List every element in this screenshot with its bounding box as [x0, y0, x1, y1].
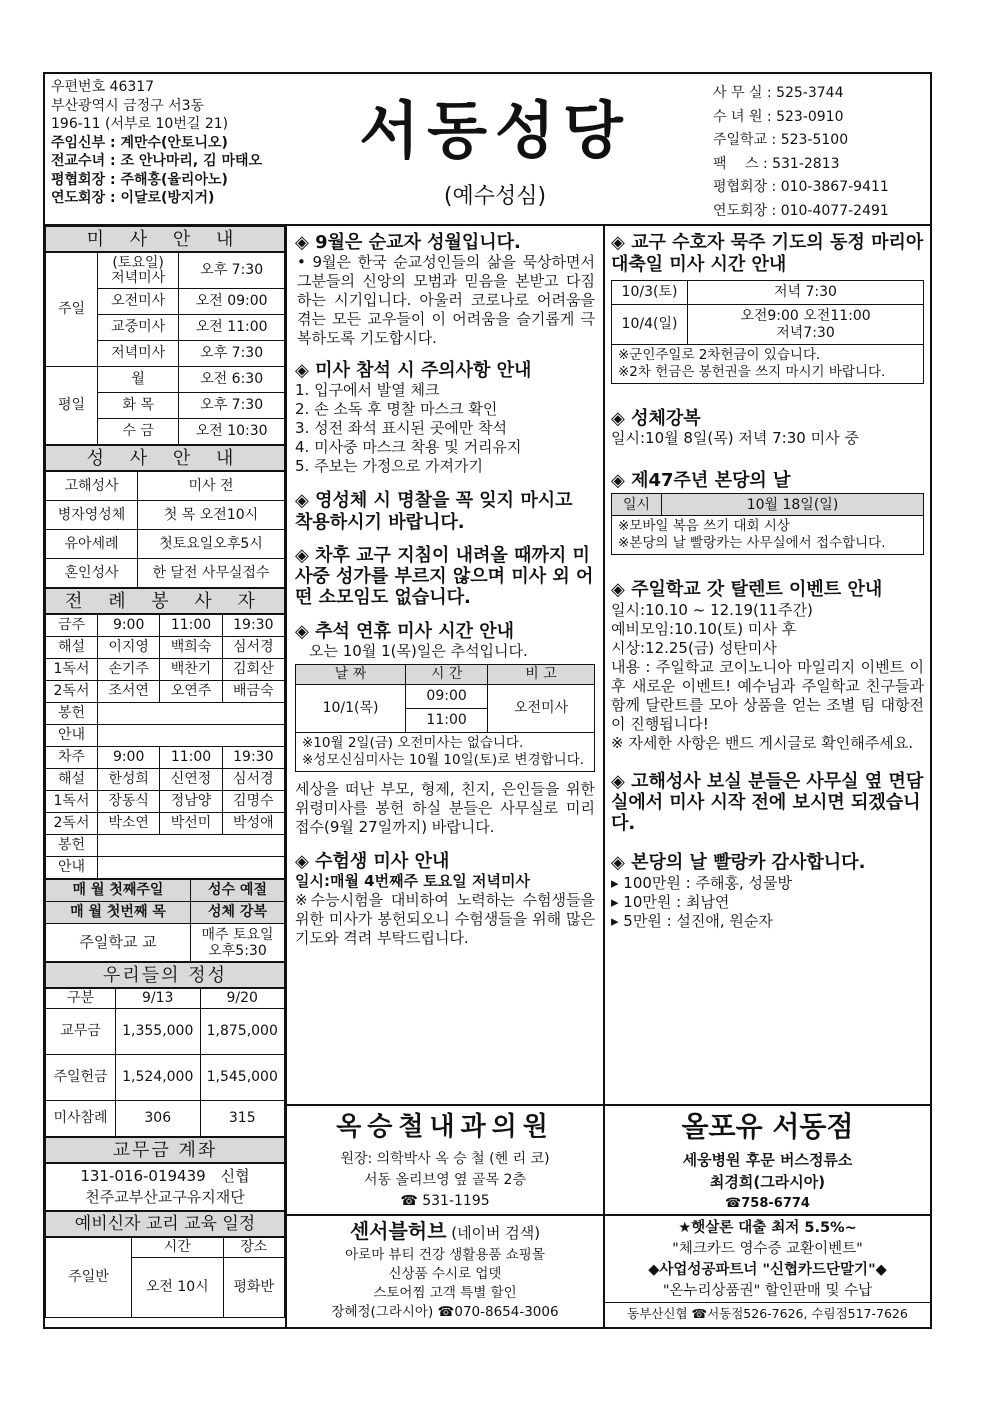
contact-school: 주일학교 : 523-5100 [713, 132, 849, 148]
servers-head: 19:30 [222, 747, 284, 769]
rosary-feast-table [611, 280, 924, 345]
mass-table [45, 252, 285, 445]
youth-president: 연도회장 : 이달로(방지거) [51, 190, 215, 206]
ad-hub-line: 아로마 뷰티 건강 생활용품 쇼핑몰 [345, 1246, 545, 1263]
offering-value: 306 [116, 1101, 201, 1137]
mass-time: 오전 6:30 [179, 367, 285, 393]
right-column [605, 226, 930, 1104]
ad-hub-title-sub: (네이버 검색) [451, 1224, 541, 1242]
role: 안내 [46, 857, 98, 879]
mass-caution-heading: ◈ 미사 참석 시 주의사항 안내 [295, 360, 532, 382]
server: 백희숙 [160, 637, 222, 659]
monthly-event-time: 매주 토요일 오후5:30 [191, 924, 285, 962]
offering-head: 구분 [46, 989, 116, 1009]
account-box [45, 1163, 285, 1211]
server: 심서경 [222, 637, 284, 659]
account-number: 131-016-019439 신협 [80, 1167, 250, 1185]
sacrament-time: 미사 전 [138, 472, 285, 501]
account-holder: 천주교부산교구유지재단 [85, 1188, 245, 1206]
ad-store [605, 1104, 930, 1214]
pastor: 주임신부 : 계만수(안토니오) [51, 134, 228, 151]
ad-cu-lines [605, 1218, 930, 1324]
servers-head: 9:00 [98, 747, 160, 769]
server [98, 703, 285, 725]
caution-item: 4. 미사중 마스크 착용 및 거리유지 [295, 438, 522, 457]
server: 한성희 [98, 769, 160, 791]
ad-clinic [287, 1104, 605, 1214]
parish-day-heading: ◈ 제47주년 본당의 날 [611, 470, 791, 492]
sacrament-name: 유아세례 [46, 530, 138, 559]
offering-label: 주일헌금 [46, 1055, 116, 1101]
mass-day: 수 금 [98, 419, 179, 445]
parish-day-note-box [611, 516, 924, 555]
bulletin-header [45, 74, 930, 226]
ad-store-line: ☎758-6774 [725, 1196, 810, 1212]
caution-item: 1. 입구에서 발열 체크 [295, 381, 440, 400]
monthly-event-name: 성체 강복 [191, 902, 285, 924]
feast-note-2: ※2차 헌금은 봉헌권을 쓰지 마시기 바랍니다. [618, 364, 886, 380]
thanks-list [611, 874, 924, 931]
ad-hub-line: 신상품 수시로 업뎃 [388, 1265, 502, 1282]
mass-time: 오전 09:00 [179, 289, 285, 315]
postal-code: 우편번호 46317 [51, 79, 155, 95]
mass-caution-list [295, 381, 595, 476]
chuseok-time: 09:00 [406, 684, 488, 708]
ad-hub-lines [287, 1246, 603, 1322]
server: 박소연 [98, 813, 160, 835]
sacrament-name: 혼인성사 [46, 559, 138, 588]
chuseok-note-box [295, 733, 595, 772]
server: 박성애 [222, 813, 284, 835]
talent-event-meeting: 예비모임:10.10(토) 미사 후 [611, 619, 797, 638]
chuseok-head: 비 고 [488, 664, 595, 684]
ad-cu-line: ★햇살론 대출 최저 5.5%~ [678, 1220, 857, 1236]
confession-notice: ◈ 고해성사 보실 분들은 사무실 옆 면담실에서 미사 시작 전에 보시면 되겠습니다. [611, 770, 924, 835]
offering-label: 미사참례 [46, 1101, 116, 1137]
sacrament-time: 첫토요일오후5시 [138, 530, 285, 559]
server: 장동식 [98, 791, 160, 813]
sacrament-name: 고해성사 [46, 472, 138, 501]
mass-title: 미 사 안 내 [45, 226, 285, 252]
caution-item: 2. 손 소독 후 명찰 마스크 확인 [295, 400, 498, 419]
sunday-label: 주일 [46, 253, 98, 367]
ad-hub-line: 스토어찜 고객 특별 할인 [373, 1284, 517, 1301]
chuseok-table [295, 664, 595, 733]
server: 배금숙 [222, 681, 284, 703]
monthly-event: 매 월 첫째주일 [46, 880, 191, 902]
role: 봉헌 [46, 835, 98, 857]
talent-event-body: 내용 : 주일학교 코이노니아 마일리지 이벤트 이후 새로운 이벤트! 예수님과 주일학교 친구들과 함께 달란트를 모아 상품을 얻는 조별 팀 대항전이 진행됩니다! [611, 657, 924, 733]
catechumen-title: 예비신자 교리 교육 일정 [45, 1211, 285, 1237]
servers-head: 11:00 [160, 615, 222, 637]
ad-clinic-line: 원장: 의학박사 옥 승 철 (헨 리 코) [340, 1150, 550, 1167]
chuseok-note: 오전미사 [488, 684, 595, 732]
ad-store-lines [605, 1149, 930, 1215]
chuseok-line: 오는 10월 1(목)일은 추석입니다. [309, 641, 528, 660]
parish-day-label: 일시 [612, 494, 662, 516]
monthly-event-name: 성수 예절 [191, 880, 285, 902]
ad-cu-line: ◆사업성공파트너 "신협카드단말기"◆ [648, 1262, 887, 1278]
parish-day-table [611, 493, 924, 516]
catechumen-head: 장소 [223, 1238, 284, 1258]
server: 신연정 [160, 769, 222, 791]
catechumen-head: 시간 [132, 1238, 224, 1258]
ad-cu-line: "체크카드 영수증 교환이벤트" [672, 1241, 863, 1257]
role: 안내 [46, 725, 98, 747]
account-title: 교무금 계좌 [45, 1137, 285, 1163]
feast-subtitle: (예수성심) [443, 184, 547, 209]
offering-value: 315 [200, 1101, 285, 1137]
parish-day-note-1: ※모바일 복음 쓰기 대회 시상 [618, 518, 790, 535]
rosary-feast-heading: ◈ 교구 수호자 묵주 기도의 동정 마리아 대축일 미사 시간 안내 [611, 232, 924, 275]
parish-day-date: 10월 18일(일) [662, 494, 924, 516]
server: 백찬기 [160, 659, 222, 681]
mass-day: 화 목 [98, 393, 179, 419]
mass-time: 오전 11:00 [179, 315, 285, 341]
mass-time: 오전 10:30 [179, 419, 285, 445]
sacrament-name: 병자영성체 [46, 501, 138, 530]
mass-time: 오후 7:30 [179, 253, 285, 289]
council-president: 평협회장 : 주해홍(율리아노) [51, 171, 228, 188]
mass-time: 오후 7:30 [179, 393, 285, 419]
contact-fax: 팩 스 : 531-2813 [713, 155, 840, 172]
sacrament-time: 한 달전 사무실접수 [138, 559, 285, 588]
sacrament-time: 첫 목 오전10시 [138, 501, 285, 530]
talent-event-note: ※ 자세한 사항은 밴드 게시글로 확인해주세요. [611, 733, 913, 752]
mass-day: 월 [98, 367, 179, 393]
servers-title: 전 례 봉 사 자 [45, 588, 285, 614]
sacraments-table [45, 471, 285, 588]
offering-value: 1,545,000 [200, 1055, 285, 1101]
ad-hub-line: 장혜정(그라시아) ☎070-8654-3006 [331, 1303, 559, 1320]
mass-name: 교중미사 [98, 315, 179, 341]
address-line-2: 196-11 (서부로 10번길 21) [51, 116, 229, 132]
mass-time: 오후 7:30 [179, 341, 285, 367]
monthly-event: 주일학교 교 [46, 924, 191, 962]
thanks-item: ▸ 10만원 : 최남연 [611, 892, 730, 911]
ad-store-line: 세웅병원 후문 버스정류소 [682, 1151, 853, 1170]
servers-head: 9:00 [98, 615, 160, 637]
class-label: 주일반 [46, 1238, 132, 1318]
sacraments-title: 성 사 안 내 [45, 445, 285, 471]
chuseok-heading: ◈ 추석 연휴 미사 시간 안내 [295, 620, 515, 642]
ad-clinic-lines [287, 1149, 603, 1212]
contact-convent: 수 녀 원 : 523-0910 [713, 108, 844, 125]
feast-date: 10/3(토) [612, 281, 688, 305]
caution-item: 3. 성전 좌석 표시된 곳에만 착석 [295, 419, 508, 438]
role: 2독서 [46, 681, 98, 703]
benediction-heading: ◈ 성체강복 [611, 408, 701, 429]
server: 조서연 [98, 681, 160, 703]
contact-youth: 연도회장 : 010-4077-2491 [713, 202, 889, 219]
server: 이지영 [98, 637, 160, 659]
requiem-mass-body: 세상을 떠난 부모, 형제, 친지, 은인들을 위한 위령미사를 봉헌 하실 분들은 사무실로 미리 접수(9월 27일까지) 바랍니다. [295, 779, 595, 836]
martyrs-month-body: • 9월은 한국 순교성인들의 삶을 묵상하면서 그분들의 신앙의 모범과 믿음을 본받고 다짐하는 시기입니다. 아울러 코로나로 어려움을 겪는 모든 교우들이 이 어려움을 슬기롭게 극복하도록 기도합시다. [297, 253, 595, 348]
server [98, 835, 285, 857]
singing-notice: ◈ 차후 교구 지침이 내려올 때까지 미사중 성가를 부르지 않으며 미사 외 어떤 소모임도 없습니다. [295, 544, 594, 609]
chuseok-note-1: ※10월 2일(금) 오전미사는 없습니다. [302, 734, 524, 751]
mass-name: 오전미사 [98, 289, 179, 315]
martyrs-month-heading: ◈ 9월은 순교자 성월입니다. [295, 232, 521, 253]
monthly-table [45, 879, 285, 962]
exam-mass-heading: ◈ 수험생 미사 안내 [295, 850, 450, 872]
ad-cu-line: "온누리상품권" 할인판매 및 수납 [662, 1283, 873, 1299]
server: 손기주 [98, 659, 160, 681]
server: 김회산 [222, 659, 284, 681]
role: 해설 [46, 637, 98, 659]
class-time: 오전 10시 [132, 1258, 224, 1318]
servers-head: 금주 [46, 615, 98, 637]
ad-clinic-line: ☎ 531-1195 [400, 1192, 490, 1209]
offering-table [45, 988, 285, 1137]
church-info [51, 78, 311, 208]
name-tag-notice: ◈ 영성체 시 명찰을 꼭 잊지 마시고 착용하시기 바랍니다. [295, 490, 573, 533]
chuseok-head: 날 짜 [296, 664, 406, 684]
chuseok-note-2: ※성모신심미사는 10월 10일(토)로 변경합니다. [302, 751, 585, 768]
bulletin-page [43, 72, 932, 1329]
ad-hub-title-row [287, 1220, 603, 1244]
ad-cu-line: 동부산신협 ☎서동점526-7626, 수림점517-7626 [605, 1302, 930, 1324]
feast-time: 저녁 7:30 [688, 281, 924, 305]
talent-event-heading: ◈ 주일학교 갓 탈렌트 이벤트 안내 [611, 579, 883, 601]
contact-council: 평협회장 : 010-3867-9411 [713, 179, 889, 195]
offering-head: 9/13 [116, 989, 201, 1009]
offering-value: 1,524,000 [116, 1055, 201, 1101]
servers-head: 19:30 [222, 615, 284, 637]
ad-credit-union [605, 1214, 930, 1327]
ad-sensible-hub [287, 1214, 605, 1327]
thanks-item: ▸ 5만원 : 설진애, 원순자 [611, 911, 773, 930]
benediction-line: 일시:10월 8일(목) 저녁 7:30 미사 중 [611, 429, 859, 448]
talent-event-date: 일시:10.10 ~ 12.19(11주간) [611, 600, 813, 619]
contact-office: 사 무 실 : 525-3744 [713, 85, 844, 101]
thanks-item: ▸ 100만원 : 주해홍, 성물방 [611, 873, 792, 892]
role: 2독서 [46, 813, 98, 835]
offering-head: 9/20 [200, 989, 285, 1009]
offering-label: 교무금 [46, 1009, 116, 1055]
address-line-1: 부산광역시 금정구 서3동 [51, 97, 205, 114]
ad-clinic-title: 옥승철내과의원 [336, 1112, 554, 1142]
server: 박선미 [160, 813, 222, 835]
contact-list [713, 82, 928, 223]
feast-time: 오전9:00 오전11:00 저녁7:30 [688, 305, 924, 345]
server [98, 725, 285, 747]
chuseok-date: 10/1(목) [296, 684, 406, 732]
servers-table [45, 614, 285, 879]
exam-mass-line: 일시:매월 4번째주 토요일 저녁미사 [295, 872, 530, 891]
left-column [45, 226, 287, 1327]
feast-date: 10/4(일) [612, 305, 688, 345]
rosary-feast-note-box [611, 345, 924, 384]
servers-head: 11:00 [160, 747, 222, 769]
class-place: 평화반 [223, 1258, 284, 1318]
sisters: 전교수녀 : 조 안나마리, 김 마태오 [51, 153, 263, 169]
parish-day-note-2: ※본당의 날 빨랑카는 사무실에서 접수합니다. [618, 535, 886, 552]
monthly-event: 매 월 첫번째 목 [46, 902, 191, 924]
server [98, 857, 285, 879]
middle-column [287, 226, 605, 1104]
mass-name: 저녁미사 [98, 341, 179, 367]
ad-store-line: 최경희(그라시아) [709, 1173, 826, 1192]
caution-item: 5. 주보는 가정으로 가져가기 [295, 457, 484, 476]
offering-value: 1,875,000 [200, 1009, 285, 1055]
mass-name: (토요일) 저녁미사 [98, 253, 179, 289]
offering-value: 1,355,000 [116, 1009, 201, 1055]
ad-hub-title: 센서블허브 [349, 1219, 447, 1243]
chuseok-time: 11:00 [406, 708, 488, 732]
server: 김명수 [222, 791, 284, 813]
ad-clinic-line: 서동 올리브영 옆 골목 2층 [364, 1171, 526, 1188]
weekday-label: 평일 [46, 367, 98, 445]
chuseok-head: 시 간 [406, 664, 488, 684]
exam-mass-body: ※수능시험을 대비하여 노력하는 수험생들을 위한 미사가 봉헌되오니 수험생들을 위해 많은 기도와 격려 부탁드립니다. [295, 891, 595, 948]
role: 해설 [46, 769, 98, 791]
role: 1독서 [46, 659, 98, 681]
talent-event-lines [611, 601, 924, 658]
server: 심서경 [222, 769, 284, 791]
talent-event-award: 시상:12.25(금) 성탄미사 [611, 638, 777, 657]
thanks-heading: ◈ 본당의 날 빨랑카 감사합니다. [611, 852, 866, 874]
role: 봉헌 [46, 703, 98, 725]
feast-note-1: ※군인주일로 2차헌금이 있습니다. [618, 347, 821, 363]
offering-title: 우리들의 정성 [45, 962, 285, 988]
church-title: 서동성당 [359, 94, 631, 167]
server: 오연주 [160, 681, 222, 703]
ad-store-title: 올포유 서동점 [681, 1110, 854, 1143]
role: 1독서 [46, 791, 98, 813]
servers-head: 차주 [46, 747, 98, 769]
server: 정남양 [160, 791, 222, 813]
catechumen-table [45, 1237, 285, 1318]
